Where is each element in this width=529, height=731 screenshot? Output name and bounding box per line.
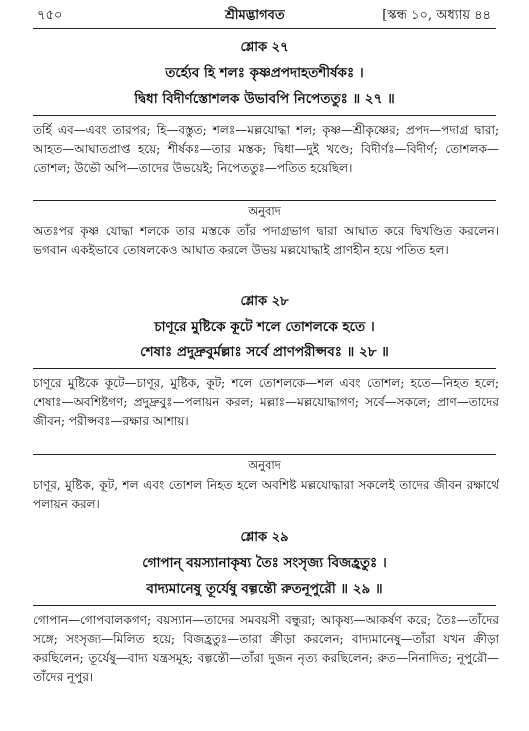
page-header [0, 0, 529, 28]
section-rule [33, 200, 496, 201]
synonyms-paragraph: তর্হি এব—এবং তারপর; হি—বস্তুত; শলঃ—মল্লযোদ্ধা শল; কৃষ্ণ—শ্রীকৃষ্ণের; প্রপদ—পদাগ্র দ্বারা; আহত—আঘাতপ্রাপ্ত হয়ে; শীর্ষকঃ—তার মস্তক; দ্বিধা—দুই খণ্ডে; বিদীর্ণঃ—বিদীর্ণ; তোশলক—তোশল; উভৌ অপি—তাদের উভয়েই; নিপেততুঃ—পতিত হয়েছিল। [33, 123, 499, 175]
verse-line: তর্হ্যেব হি শলঃ কৃষ্ণপ্রপদাহতশীর্ষকঃ । [165, 65, 364, 81]
section-rule [33, 368, 496, 369]
translation-paragraph: চাণূর, মুষ্টিক, কূট, শল এবং তোশল নিহত হলে অবশিষ্ট মল্লযোদ্ধারা সকলেই তাদের জীবন রক্ষার্থে পলায়ন করল। [33, 478, 499, 511]
verse-line: গোপান্ বয়স্যানাকৃষ্য তৈঃ সংসৃজ্য বিজহ্রতুঃ । [142, 555, 387, 571]
section-rule [33, 454, 496, 455]
chapter-reference: [স্কন্ধ ১০, অধ্যায় ৪৪ [382, 8, 491, 23]
translation-label: অনুবাদ [248, 458, 281, 472]
section-rule [33, 605, 496, 606]
synonyms-paragraph: চাণূরে মুষ্টিকে কূটে—চাণূর, মুষ্টিক, কূট; শলে তোশলকে—শল এবং তোশল; হতে—নিহত হলে; শেষাঃ—অবশিষ্টগণ; প্রদুদ্রুবুঃ—পলায়ন করল; মল্লাঃ—মল্লযোদ্ধাগণ; সর্বে—সকলে; প্রাণ—তাদের জীবন; পরীপ্সবঃ—রক্ষার আশায়। [33, 376, 499, 428]
translation-paragraph: অতঃপর কৃষ্ণ যোদ্ধা শলকে তার মস্তকে তাঁর পদাগ্রভাগ দ্বারা আঘাত করে দ্বিখণ্ডিত করলেন। ভগবান একইভাবে তোষলকেও আঘাত করলে উভয় মল্লযোদ্ধাই প্রাণহীন হয়ে পতিত হল। [33, 224, 499, 257]
verse-line: চাণূরে মুষ্টিকে কূটে শলে তোশলকে হতে । [154, 319, 375, 335]
verse-line: শেষাঃ প্রদুদ্রুবুর্মল্লাঃ সর্বে প্রাণপরীপ্সবঃ ॥ ২৮ ॥ [140, 344, 389, 360]
verse-heading: শ্লোক ২৯ [240, 530, 289, 545]
verse-line: দ্বিধা বিদীর্ণস্তোশলক উভাবপি নিপেততুঃ ॥ ২৭ ॥ [134, 91, 395, 107]
page-number: ৭৫০ [37, 8, 63, 23]
synonyms-paragraph: গোপান—গোপবালকগণ; বয়স্যান—তাদের সমবয়সী বন্ধুরা; আকৃষ্য—আকর্ষণ করে; তৈঃ—তাঁদের সঙ্গে; সংসৃজ্য—মিলিত হয়ে; বিজহ্রতুঃ—তারা ক্রীড়া করলেন; বাদ্যমানেষু—তাঁরা যখন ক্রীড়া করছিলেন; তূর্যেষু—বাদ্য যন্ত্রসমূহ; বল্গন্তৌ—তাঁরা দুজন নৃত্য করছিলেন; রুত—নিনাদিত; নূপুরৌ—তাঁদের নূপুর। [33, 613, 499, 684]
header-rule [33, 28, 496, 29]
running-title: শ্রীমদ্ভাগবত [225, 8, 285, 23]
section-rule [33, 115, 496, 116]
verse-heading: শ্লোক ২৭ [240, 40, 289, 55]
translation-label: অনুবাদ [248, 204, 281, 218]
verse-line: বাদ্যমানেষু তূর্যেষু বল্গন্তৌ রুতনূপুরৌ ॥ ২৯ ॥ [146, 581, 383, 597]
verse-heading: শ্লোক ২৮ [240, 294, 289, 309]
